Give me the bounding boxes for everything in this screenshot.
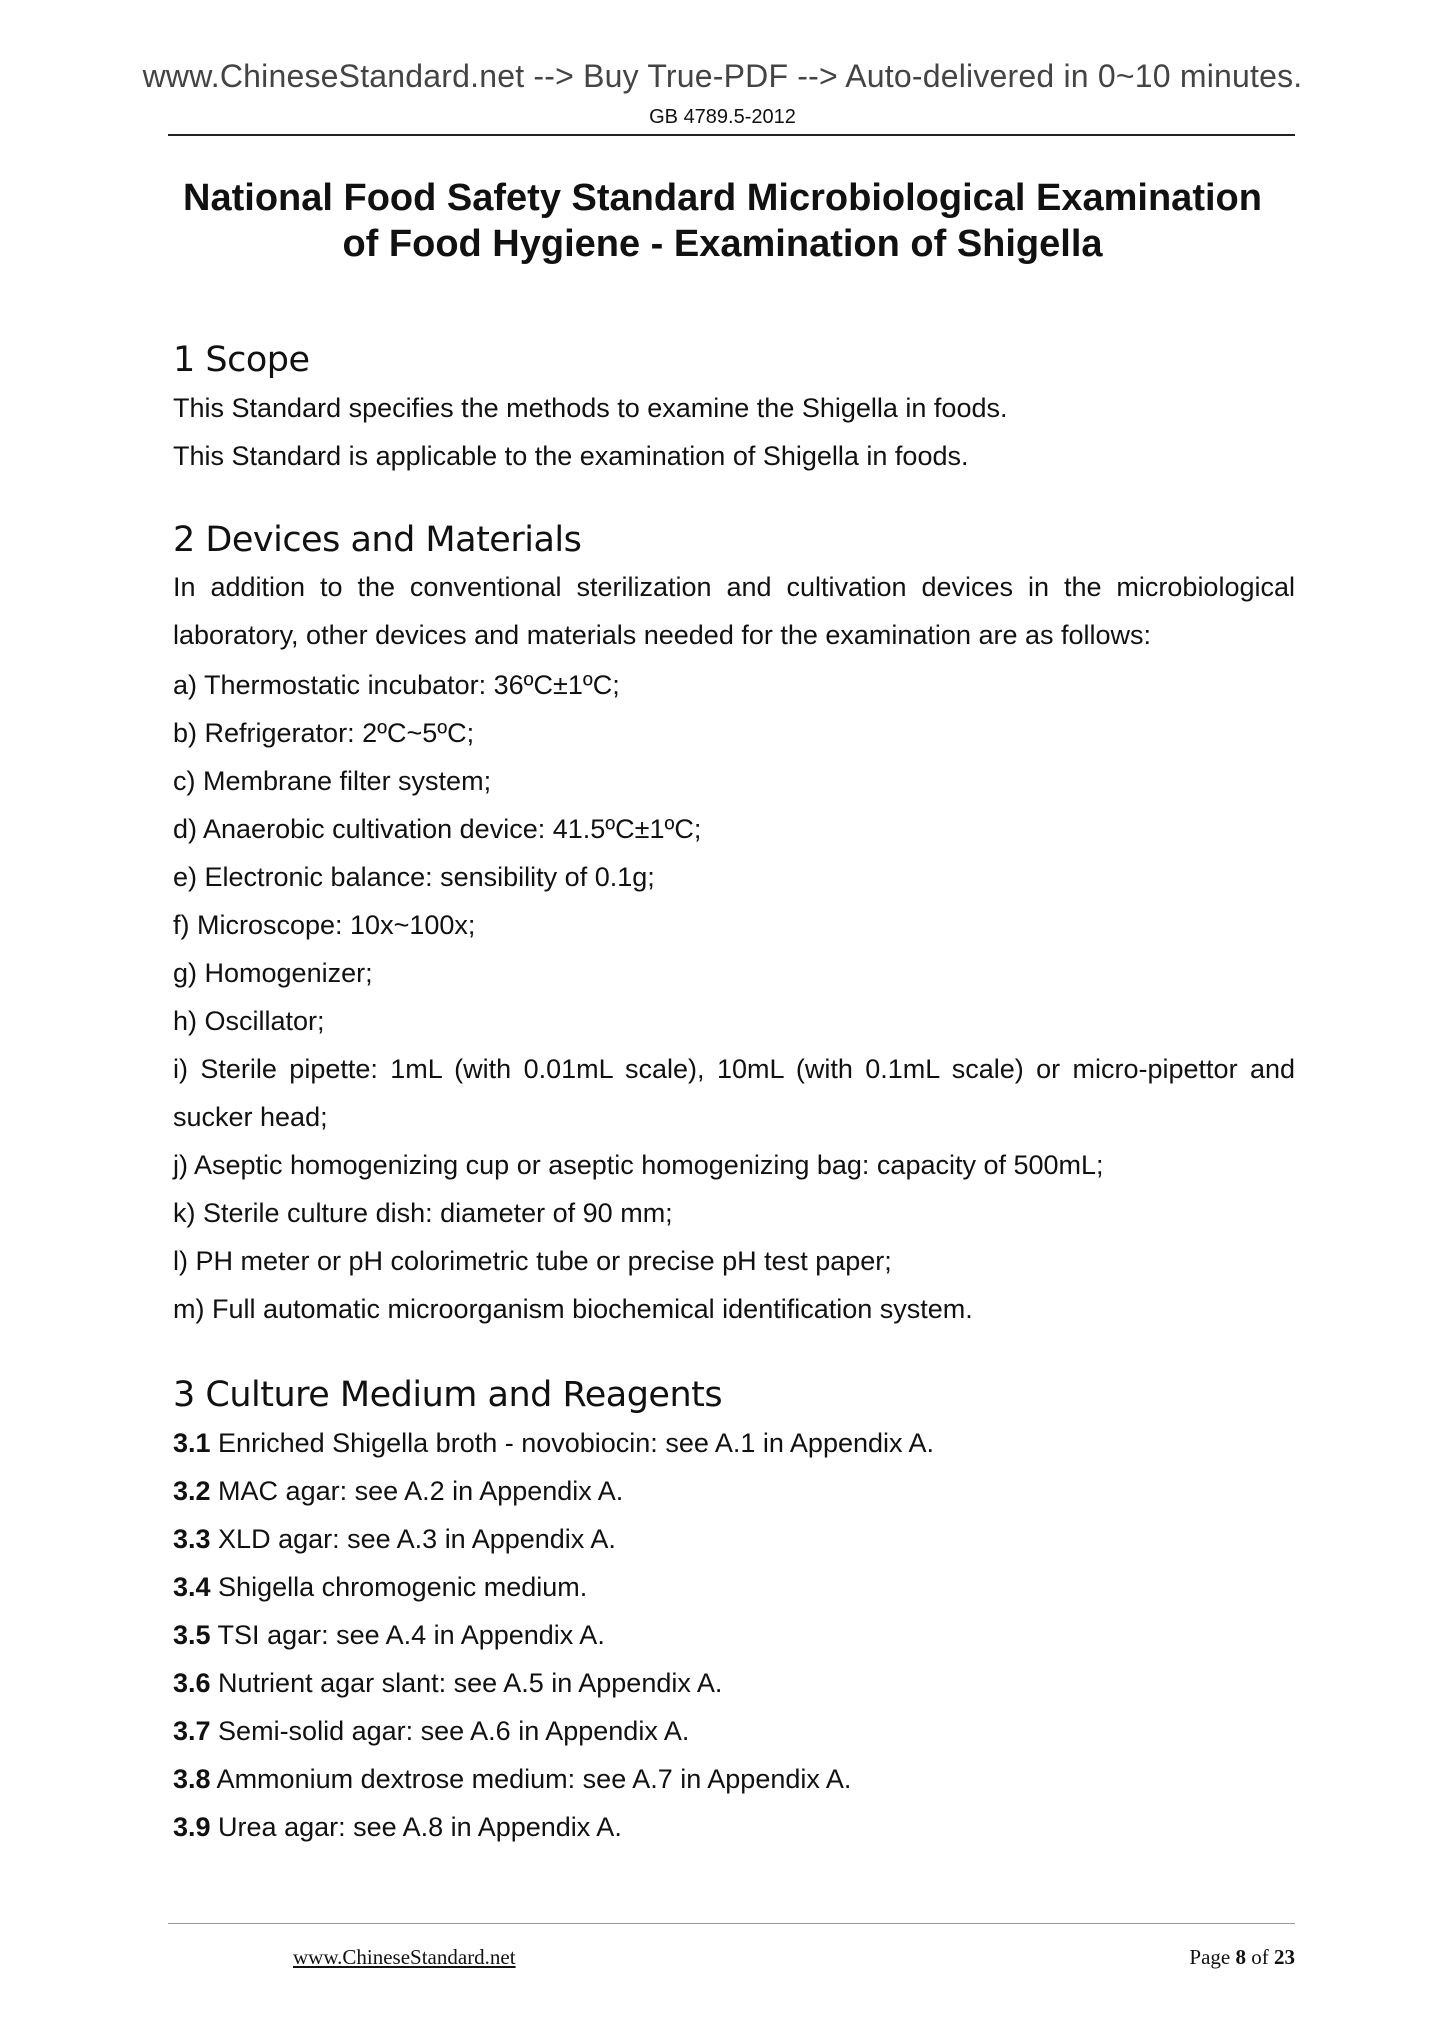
site-banner: www.ChineseStandard.net --> Buy True-PDF --> Auto-delivered in 0~10 minutes. xyxy=(142,58,1303,94)
reagent-item xyxy=(173,1668,722,1699)
reagent-text: XLD agar: see A.3 in Appendix A. xyxy=(210,1524,616,1554)
page-total: 23 xyxy=(1274,1945,1295,1969)
reagent-text: Semi-solid agar: see A.6 in Appendix A. xyxy=(210,1716,690,1746)
reagent-item xyxy=(173,1764,851,1795)
device-item-k: k) Sterile culture dish: diameter of 90 mm; xyxy=(173,1198,673,1228)
device-item-j: j) Aseptic homogenizing cup or aseptic homogenizing bag: capacity of 500mL; xyxy=(173,1150,1104,1180)
device-item-f: f) Microscope: 10x~100x; xyxy=(173,910,476,940)
reagent-number: 3.9 xyxy=(173,1812,211,1842)
reagent-number: 3.1 xyxy=(173,1428,211,1458)
page-mid: of xyxy=(1246,1945,1274,1969)
devices-intro: In addition to the conventional sterilization and cultivation devices in the microbiological laboratory, other devices and materials needed for the examination are as follows: xyxy=(173,572,1295,650)
section-3-heading: 3 Culture Medium and Reagents xyxy=(173,1375,723,1415)
reagent-item xyxy=(173,1572,587,1603)
title-line-1: National Food Safety Standard Microbiological Examination xyxy=(183,177,1262,219)
device-item-e: e) Electronic balance: sensibility of 0.1g; xyxy=(173,862,655,892)
reagent-item xyxy=(173,1428,934,1459)
device-item-h: h) Oscillator; xyxy=(173,1006,325,1036)
section-1-heading: 1 Scope xyxy=(173,340,310,380)
reagent-number: 3.5 xyxy=(173,1620,211,1650)
section-2-heading: 2 Devices and Materials xyxy=(173,520,582,560)
device-item-c: c) Membrane filter system; xyxy=(173,766,492,796)
reagent-number: 3.8 xyxy=(173,1764,211,1794)
device-item-l: l) PH meter or pH colorimetric tube or precise pH test paper; xyxy=(173,1246,892,1276)
reagent-item xyxy=(173,1812,622,1843)
reagent-text: Urea agar: see A.8 in Appendix A. xyxy=(210,1812,622,1842)
reagent-number: 3.6 xyxy=(173,1668,211,1698)
device-item-g: g) Homogenizer; xyxy=(173,958,373,988)
reagent-text: Enriched Shigella broth - novobiocin: see A.1 in Appendix A. xyxy=(210,1428,935,1458)
header-rule xyxy=(168,134,1295,136)
reagent-text: Nutrient agar slant: see A.5 in Appendix A. xyxy=(210,1668,723,1698)
reagent-item xyxy=(173,1716,689,1747)
scope-line-2: This Standard is applicable to the examination of Shigella in foods. xyxy=(173,441,969,471)
reagent-text: TSI agar: see A.4 in Appendix A. xyxy=(210,1620,605,1650)
page-number xyxy=(1189,1945,1295,1970)
reagent-text: Shigella chromogenic medium. xyxy=(210,1572,588,1602)
reagent-item xyxy=(173,1476,623,1507)
device-item-a: a) Thermostatic incubator: 36ºC±1ºC; xyxy=(173,670,620,700)
document-title xyxy=(150,175,1295,267)
footer-site-link[interactable]: www.ChineseStandard.net xyxy=(293,1945,516,1969)
reagent-text: MAC agar: see A.2 in Appendix A. xyxy=(210,1476,624,1506)
device-item-i: i) Sterile pipette: 1mL (with 0.01mL scale), 10mL (with 0.1mL scale) or micro-pipettor and sucker head; xyxy=(173,1054,1295,1132)
reagent-item xyxy=(173,1524,616,1555)
reagent-number: 3.3 xyxy=(173,1524,211,1554)
footer-rule xyxy=(168,1923,1295,1924)
reagent-number: 3.7 xyxy=(173,1716,211,1746)
reagent-item xyxy=(173,1620,605,1651)
reagent-number: 3.2 xyxy=(173,1476,211,1506)
scope-line-1: This Standard specifies the methods to examine the Shigella in foods. xyxy=(173,393,1008,423)
device-item-m: m) Full automatic microorganism biochemical identification system. xyxy=(173,1294,973,1324)
reagent-text: Ammonium dextrose medium: see A.7 in Appendix A. xyxy=(210,1764,852,1794)
device-item-d: d) Anaerobic cultivation device: 41.5ºC±1ºC; xyxy=(173,814,702,844)
standard-code: GB 4789.5-2012 xyxy=(649,106,796,128)
reagent-number: 3.4 xyxy=(173,1572,211,1602)
title-line-2: of Food Hygiene - Examination of Shigella xyxy=(342,223,1103,265)
device-item-b: b) Refrigerator: 2ºC~5ºC; xyxy=(173,718,475,748)
page-prefix: Page xyxy=(1189,1945,1236,1969)
page-current: 8 xyxy=(1235,1945,1246,1969)
